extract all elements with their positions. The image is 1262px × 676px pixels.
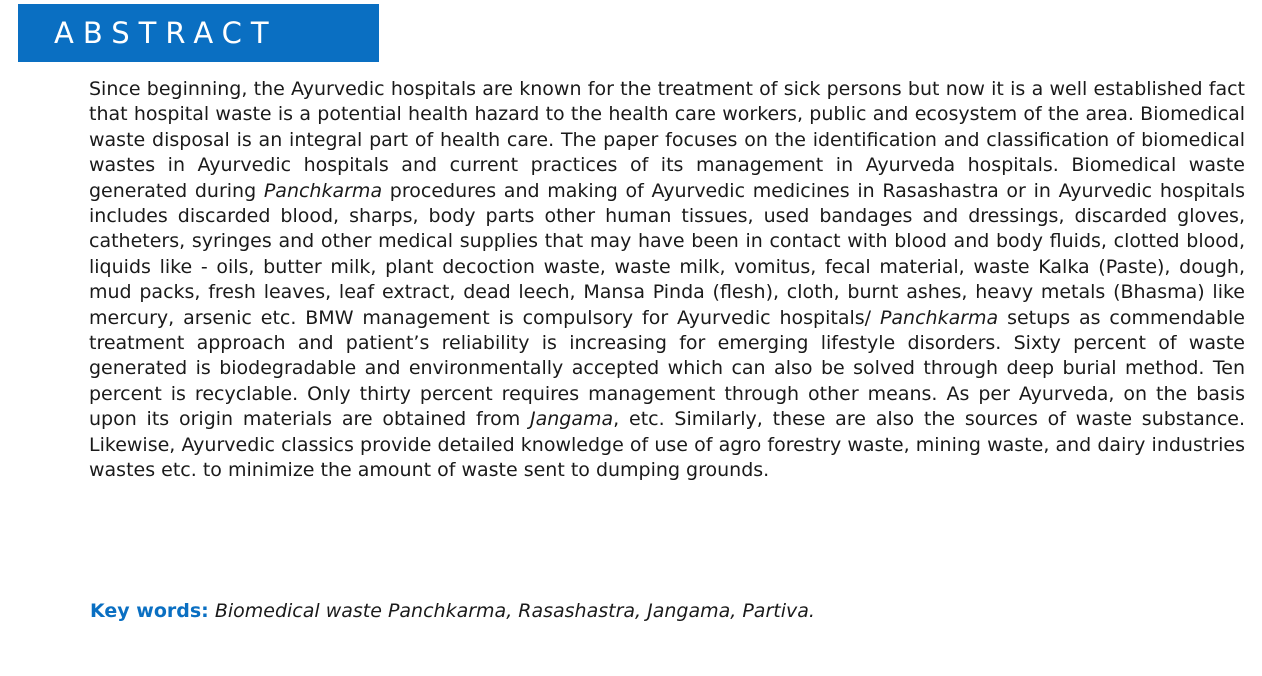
abstract-text-part-3: setups as commendable treatment approach and patient’s reliability is increasing for emerging lifestyle disorders. Sixty percent of waste generated is biodegradable and environmentally accepted which can also be solved through deep burial method. Ten percent is recyclable. Only thirty percent requires management through other means. As per Ayurveda, on the basis upon its origin materials are obtained from: [89, 306, 1245, 431]
abstract-text-part-2: procedures and making of Ayurvedic medicines in Rasashastra or in Ayurvedic hospitals includes discarded blood, sharps, body parts other human tissues, used bandages and dressings, discarded gloves, catheters, syringes and other medical supplies that may have been in contact with blood and body fluids, clotted blood, liquids like - oils, butter milk, plant decoction waste, waste milk, vomitus, fecal material, waste Kalka (Paste), dough, mud packs, fresh leaves, leaf extract, dead leech, Mansa Pinda (flesh), cloth, burnt ashes, heavy metals (Bhasma) like mercury, arsenic etc. BMW management is compulsory for Ayurvedic hospitals/: [89, 179, 1245, 329]
keywords-line: [90, 599, 1246, 624]
abstract-text-part-1: Since beginning, the Ayurvedic hospitals are known for the treatment of sick persons but now it is a well established fact that hospital waste is a potential health hazard to the health care workers, public and ecosystem of the area. Biomedical waste disposal is an integral part of health care. The paper focuses on the identification and classification of biomedical wastes in Ayurvedic hospitals and current practices of its management in Ayurveda hospitals. Biomedical waste generated during: [89, 78, 1245, 202]
keywords-list: Biomedical waste Panchkarma, Rasashastra, Jangama, Partiva.: [214, 600, 815, 622]
abstract-body: [89, 77, 1245, 484]
abstract-heading-banner: [18, 4, 379, 62]
abstract-text-part-4: , etc. Similarly, these are also the sources of waste substance. Likewise, Ayurvedic classics provide detailed knowledge of use of agro forestry waste, mining waste, and dairy industries wastes etc. to minimize the amount of waste sent to dumping grounds.: [89, 408, 1246, 482]
abstract-heading: ABSTRACT: [54, 16, 278, 50]
abstract-italic-term-1: Panchkarma: [263, 179, 383, 202]
keywords-label: Key words:: [90, 600, 209, 622]
abstract-italic-term-2: Panchkarma: [879, 306, 999, 329]
abstract-italic-term-3: Jangama: [530, 408, 614, 431]
